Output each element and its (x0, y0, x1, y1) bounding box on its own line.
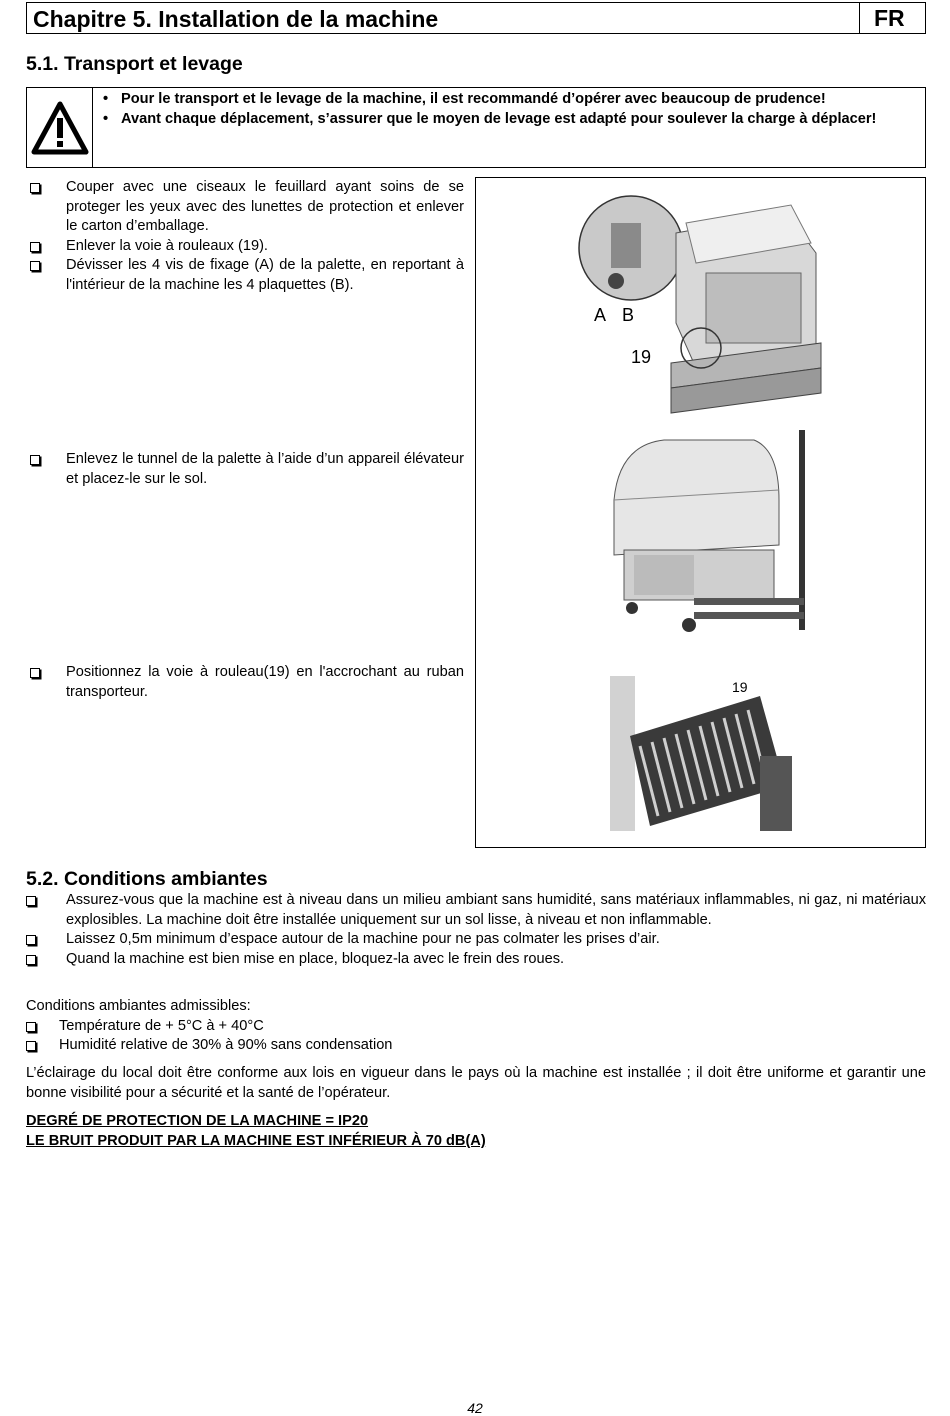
checkbox-bullet-icon (26, 935, 36, 945)
checkbox-bullet-icon (30, 668, 40, 678)
warning-box (26, 87, 926, 168)
list-item: Laissez 0,5m minimum d’espace autour de la machine pour ne pas colmater les prises d’air. (26, 930, 926, 950)
warning-triangle-icon (27, 88, 93, 167)
list-item: Couper avec une ciseaux le feuillard ayant soins de se proteger les yeux avec des lunettes de protection et enlever le carton d’emballage. (30, 178, 464, 237)
section-heading-transport: 5.1. Transport et levage (26, 53, 243, 75)
checkbox-bullet-icon (30, 183, 40, 193)
checkbox-bullet-icon (30, 242, 40, 252)
conditions-list (26, 891, 926, 969)
admissible-block (26, 997, 926, 1056)
section-heading-conditions: 5.2. Conditions ambiantes (26, 868, 268, 890)
warning-item: • Pour le transport et le levage de la machine, il est recommandé d’opérer avec beaucoup de prudence! (103, 91, 826, 107)
list-item: Enlevez le tunnel de la palette à l’aide d’un appareil élévateur et placez-le sur le sol. (30, 450, 464, 489)
chapter-header (26, 2, 926, 34)
checkbox-bullet-icon (26, 1022, 36, 1032)
figures-frame (475, 177, 926, 848)
list-item: Positionnez la voie à rouleau(19) en l'accrochant au ruban transporteur. (30, 663, 464, 702)
protection-rating: DEGRÉ DE PROTECTION DE LA MACHINE = IP20 (26, 1113, 369, 1129)
language-code: FR (859, 3, 925, 33)
noise-level: LE BRUIT PRODUIT PAR LA MACHINE EST INFÉRIEUR À 70 dB(A) (26, 1133, 486, 1149)
list-item: Humidité relative de 30% à 90% sans condensation (26, 1036, 926, 1056)
checkbox-bullet-icon (26, 1041, 36, 1051)
machine-on-pallet-figure (576, 193, 826, 418)
label-19: 19 (732, 679, 748, 695)
checkbox-bullet-icon (30, 455, 40, 465)
checkbox-bullet-icon (30, 261, 40, 271)
roller-step (30, 663, 464, 702)
page-number: 42 (467, 1400, 483, 1416)
warning-list (93, 88, 925, 167)
warning-item: • Avant chaque déplacement, s’assurer que le moyen de levage est adapté pour soulever la charge à déplacer! (103, 111, 877, 127)
label-19: 19 (631, 347, 652, 367)
list-item: Quand la machine est bien mise en place, bloquez-la avec le frein des roues. (26, 950, 926, 970)
checkbox-bullet-icon (26, 955, 36, 965)
chapter-title: Chapitre 5. Installation de la machine (33, 6, 439, 32)
list-item: Enlever la voie à rouleaux (19). (30, 237, 464, 257)
list-item: Dévisser les 4 vis de fixage (A) de la palette, en reportant à l'intérieur de la machine les 4 plaquettes (B). (30, 256, 464, 295)
checkbox-bullet-icon (26, 896, 36, 906)
list-item: Assurez-vous que la machine est à niveau dans un milieu ambiant sans humidité, sans matériaux inflammables, ni gaz, ni matériaux explosibles. La machine doit être installée uniquement sur un sol lisse, à niveau et non inflammable. (26, 891, 926, 930)
label-b: B (622, 305, 635, 325)
roller-conveyor-figure (610, 676, 792, 831)
tunnel-step (30, 450, 464, 489)
tunnel-lifting-figure (594, 430, 809, 640)
list-item: Température de + 5°C à + 40°C (26, 1017, 926, 1037)
transport-steps (30, 178, 464, 296)
label-a: A (594, 305, 607, 325)
lighting-paragraph: L’éclairage du local doit être conforme aux lois en vigueur dans le pays où la machine est installée ; il doit être uniforme et garantir une bonne visibilité pour a sécurité et la santé de l’opérateur. (26, 1065, 926, 1101)
admissible-title: Conditions ambiantes admissibles: (26, 998, 251, 1014)
